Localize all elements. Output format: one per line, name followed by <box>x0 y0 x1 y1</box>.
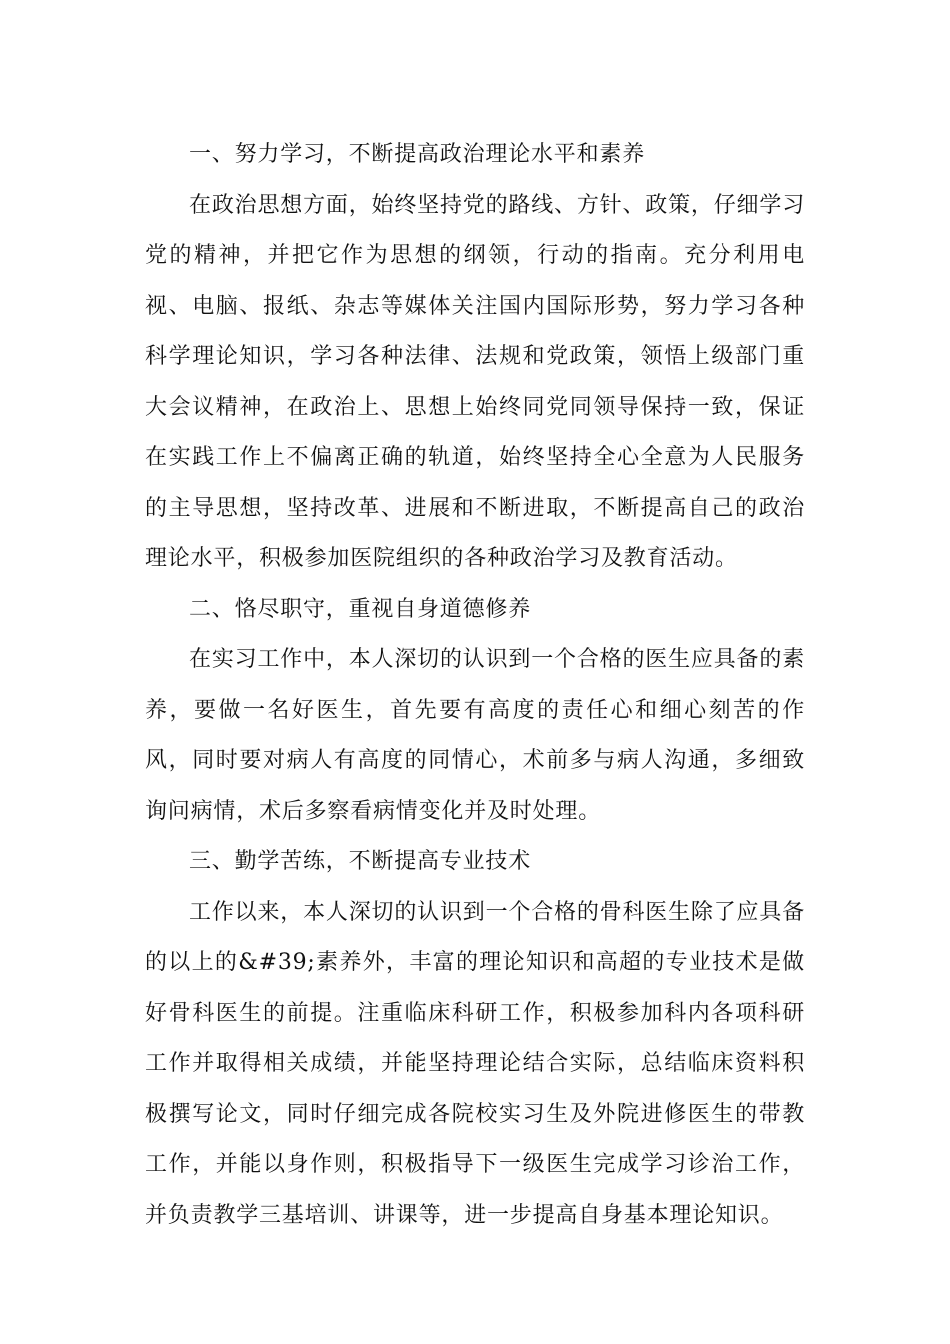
section-heading-1: 一、努力学习，不断提高政治理论水平和素养 <box>189 142 646 167</box>
section-paragraph-2: 在实习工作中，本人深切的认识到一个合格的医生应具备的素养，要做一名好医生，首先要有高度的责任心和细心刻苦的作风，同时要对病人有高度的同情心，术前多与病人沟通，多细致询问病情，术后多察看病情变化并及时处理。 <box>145 647 805 824</box>
section-heading-3: 三、勤学苦练，不断提高专业技术 <box>189 849 532 874</box>
section-paragraph-1: 在政治思想方面，始终坚持党的路线、方针、政策，仔细学习党的精神，并把它作为思想的纲领，行动的指南。充分利用电视、电脑、报纸、杂志等媒体关注国内国际形势，努力学习各种科学理论知识，学习各种法律、法规和党政策，领悟上级部门重大会议精神，在政治上、思想上始终同党同领导保持一致，保证在实践工作上不偏离正确的轨道，始终坚持全心全意为人民服务的主导思想，坚持改革、进展和不断进取，不断提高自己的政治理论水平，积极参加医院组织的各种政治学习及教育活动。 <box>145 192 805 571</box>
document-body <box>145 130 805 1241</box>
section-heading-2: 二、恪尽职守，重视自身道德修养 <box>189 596 532 622</box>
section-paragraph-3: 工作以来，本人深切的认识到一个合格的骨科医生除了应具备的以上的&#39;素养外，丰富的理论知识和高超的专业技术是做好骨科医生的前提。注重临床科研工作，积极参加科内各项科研工作并取得相关成绩，并能坚持理论结合实际，总结临床资料积极撰写论文，同时仔细完成各院校实习生及外院进修医生的带教工作，并能以身作则，积极指导下一级医生完成学习诊治工作，并负责教学三基培训、讲课等，进一步提高自身基本理论知识。 <box>145 899 805 1228</box>
